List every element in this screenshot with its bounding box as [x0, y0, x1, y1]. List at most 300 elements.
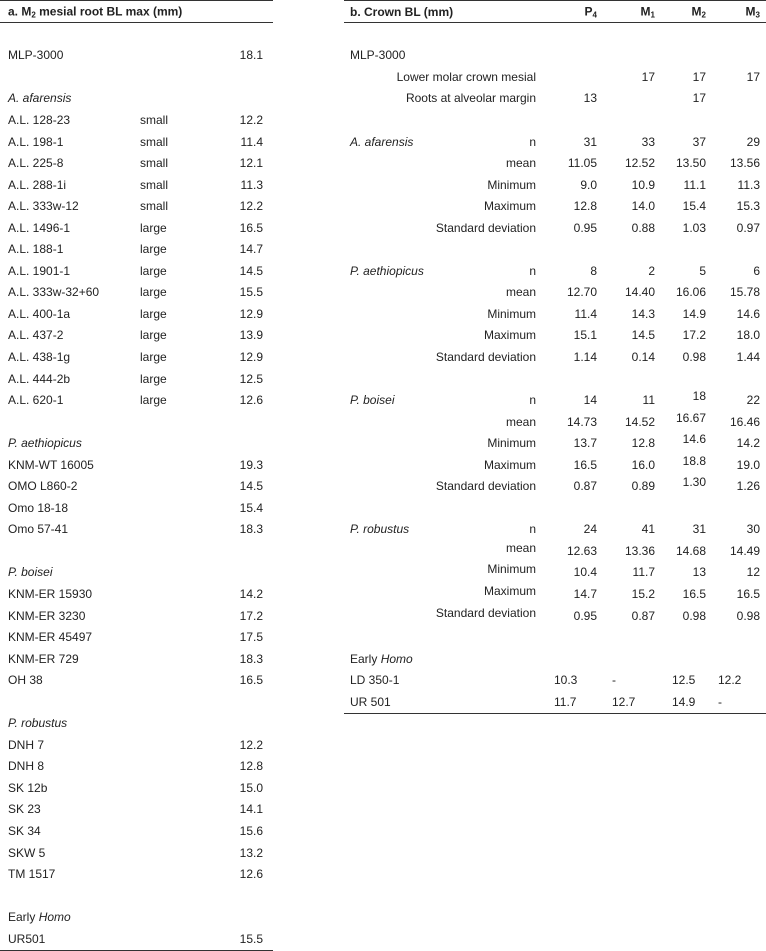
group-title — [8, 910, 71, 924]
value-cell: 15.3 — [736, 199, 760, 214]
size-class: small — [140, 156, 169, 171]
value-cell: 41 — [641, 522, 655, 537]
spacer — [0, 691, 273, 713]
table-row — [0, 799, 273, 821]
value-cell: 14 — [583, 393, 597, 408]
value-cell: 12.8 — [631, 436, 655, 451]
value-cell: 17 — [746, 69, 760, 84]
table-row — [0, 820, 273, 842]
value-cell: 16.5 — [682, 586, 706, 601]
table-row — [0, 626, 273, 648]
value-cell: 17.2 — [682, 328, 706, 343]
spacer — [344, 368, 766, 390]
stat-label: mean — [505, 285, 536, 300]
measurement-value: 18.3 — [239, 651, 263, 666]
measurement-value: 12.1 — [239, 156, 263, 171]
stat-row — [344, 411, 766, 433]
column-header — [746, 4, 760, 19]
stat-row — [344, 195, 766, 217]
stat-row — [344, 389, 766, 411]
value-cell: 13.56 — [729, 156, 760, 171]
table-row — [0, 497, 273, 519]
table-row — [0, 669, 273, 691]
stat-label: mean — [505, 414, 536, 429]
specimen-name: A.L. 437-2 — [8, 328, 64, 343]
value-cell: 11.05 — [567, 156, 597, 171]
column-header — [641, 4, 655, 19]
size-class: large — [140, 263, 167, 278]
value-cell: 19.0 — [736, 457, 760, 472]
value-cell: 9.0 — [580, 177, 597, 192]
measurement-value: 16.5 — [239, 673, 263, 688]
value-cell: 13.36 — [624, 543, 655, 558]
value-cell: - — [718, 694, 722, 709]
value-cell: 14.9 — [682, 306, 706, 321]
stat-label: Minimum — [487, 562, 536, 577]
group-title-plain: Early — [350, 651, 381, 666]
stat-label: Standard deviation — [435, 220, 536, 235]
measurement-value: 13.2 — [239, 845, 263, 860]
title-subscript: 2 — [31, 10, 36, 19]
value-cell: 11.4 — [574, 306, 597, 321]
tooth-number: 1 — [650, 10, 655, 19]
table-row — [344, 66, 766, 88]
spacer — [0, 411, 273, 433]
stat-label: Maximum — [483, 328, 536, 343]
measurement-value: 12.2 — [239, 737, 263, 752]
size-class: large — [140, 393, 167, 408]
value-cell: 15.2 — [631, 586, 655, 601]
value-cell: 14.7 — [573, 586, 597, 601]
group-title — [8, 436, 82, 450]
spacer — [344, 626, 766, 648]
table-row — [0, 131, 273, 153]
stat-label: n — [529, 522, 536, 537]
group-title-row — [0, 432, 273, 454]
stat-row — [344, 152, 766, 174]
value-cell: 13.50 — [675, 156, 706, 171]
value-cell: 17 — [692, 91, 706, 106]
size-class: large — [140, 220, 167, 235]
table-row — [0, 863, 273, 885]
measurement-value: 13.9 — [239, 328, 263, 343]
group-title — [8, 91, 71, 105]
specimen-name: A.L. 1901-1 — [8, 263, 71, 278]
stat-row — [344, 540, 766, 562]
specimen-name: A.L. 1496-1 — [8, 220, 71, 235]
group-title-row — [344, 648, 766, 670]
value-cell: 16.46 — [729, 414, 760, 429]
measurement-value: 12.6 — [239, 393, 263, 408]
value-cell: 31 — [583, 134, 597, 149]
stat-label: Maximum — [483, 457, 536, 472]
value-cell: 10.4 — [573, 565, 597, 580]
measurement-value: 15.0 — [239, 780, 263, 795]
value-cell: 0.87 — [631, 608, 655, 623]
measurement-value: 15.6 — [239, 824, 263, 838]
value-cell: 13.7 — [573, 436, 597, 451]
value-cell: 14.68 — [675, 543, 706, 558]
stat-row — [344, 260, 766, 282]
table-row — [0, 454, 273, 476]
table-b-body — [344, 23, 766, 713]
title-prefix: a. M — [8, 4, 32, 18]
group-title-row — [0, 713, 273, 735]
specimen-name: KNM-ER 45497 — [8, 630, 93, 645]
value-cell: 14.6 — [736, 306, 760, 321]
table-row — [0, 475, 273, 497]
table-row — [0, 389, 273, 411]
size-class: small — [140, 134, 169, 149]
measurement-value: 19.3 — [239, 457, 263, 472]
title-suffix: mesial root BL max (mm) — [35, 4, 183, 18]
stat-row — [344, 174, 766, 196]
value-cell: 1.14 — [573, 349, 597, 364]
tooth-letter: M — [640, 4, 651, 18]
mlp-title-row — [344, 45, 766, 67]
measurement-value: 11.3 — [240, 177, 263, 192]
spacer — [0, 885, 273, 907]
table-row — [0, 842, 273, 864]
stat-label: Standard deviation — [435, 605, 536, 620]
measurement-value: 11.4 — [240, 134, 263, 149]
bottom-rule — [0, 950, 273, 951]
stat-label: n — [529, 263, 536, 278]
measurement-value: 14.7 — [239, 242, 263, 257]
value-cell: 1.26 — [736, 479, 760, 494]
table-row — [0, 238, 273, 260]
stat-label: Standard deviation — [435, 349, 536, 364]
stat-label: Standard deviation — [435, 479, 536, 494]
specimen-name: A.L. 438-1g — [8, 349, 71, 364]
value-cell: 0.98 — [682, 608, 706, 623]
size-class: small — [140, 199, 169, 214]
value-cell: 14.2 — [736, 436, 760, 451]
specimen-name: A.L. 400-1a — [8, 306, 71, 321]
value-cell: 16.5 — [736, 586, 760, 601]
stat-row — [344, 475, 766, 497]
size-class: large — [140, 328, 167, 343]
stat-row — [344, 432, 766, 454]
measurement-value: 15.5 — [239, 931, 263, 946]
size-class: large — [140, 285, 167, 300]
measurement-value: 17.2 — [239, 608, 263, 623]
value-cell: 12 — [746, 565, 760, 580]
stat-label: Minimum — [487, 177, 536, 192]
tooth-letter: M — [745, 4, 756, 18]
stat-label: Minimum — [487, 306, 536, 321]
group-title-row — [0, 906, 273, 928]
specimen-name: LD 350-1 — [350, 673, 400, 688]
value-cell: 1.30 — [682, 475, 706, 490]
measurement-value: 12.6 — [239, 867, 263, 882]
stat-row — [344, 217, 766, 239]
value-cell: 16.0 — [631, 457, 655, 472]
specimen-name: KNM-ER 15930 — [8, 586, 93, 601]
measurement-value: 14.1 — [239, 802, 263, 817]
value-cell: 0.95 — [573, 608, 597, 623]
table-row — [0, 346, 273, 368]
table-row — [0, 734, 273, 756]
stat-row — [344, 605, 766, 627]
measurement-value: 14.5 — [239, 479, 263, 494]
table-row — [344, 669, 766, 691]
specimen-name: SK 23 — [8, 802, 41, 817]
value-cell: 11.3 — [737, 177, 760, 192]
row-label: Roots at alveolar margin — [405, 91, 536, 106]
specimen-name: Omo 57-41 — [8, 522, 69, 537]
stat-label: mean — [505, 156, 536, 171]
measurement-value: 16.5 — [239, 220, 263, 235]
specimen-name: A.L. 288-1i — [8, 177, 67, 192]
specimen-name: OH 38 — [8, 673, 43, 688]
table-row — [0, 519, 273, 541]
measurement-value: 12.2 — [239, 112, 263, 127]
specimen-name: A.L. 225-8 — [8, 156, 64, 171]
specimen-name: KNM-ER 3230 — [8, 608, 86, 623]
species-name: P. aethiopicus — [350, 263, 424, 278]
specimen-name: UR 501 — [350, 694, 391, 709]
specimen-name: DNH 7 — [8, 737, 45, 752]
tooth-number: 2 — [701, 10, 706, 19]
value-cell: 12.63 — [566, 543, 597, 558]
tooth-number: 4 — [592, 10, 597, 19]
table-row — [0, 325, 273, 347]
value-cell: 6 — [753, 263, 760, 278]
stat-row — [344, 346, 766, 368]
measurement-value: 14.5 — [239, 263, 263, 278]
specimen-name: SK 12b — [8, 780, 48, 795]
table-a-body — [0, 23, 273, 950]
table-row — [0, 777, 273, 799]
specimen-name: OMO L860-2 — [8, 479, 78, 494]
value-cell: 12.52 — [624, 156, 655, 171]
column-header — [585, 4, 597, 19]
value-cell: 11.7 — [632, 565, 655, 580]
stat-row — [344, 131, 766, 153]
table-row — [0, 152, 273, 174]
size-class: large — [140, 306, 167, 321]
stat-row — [344, 519, 766, 541]
value-cell: 0.98 — [682, 349, 706, 364]
stat-label: Maximum — [483, 199, 536, 214]
group-title-italic: P. aethiopicus — [8, 436, 82, 451]
size-class: small — [140, 177, 169, 192]
measurement-value: 18.3 — [239, 522, 263, 537]
specimen-name: UR501 — [8, 931, 46, 946]
measurement-value: 15.5 — [239, 285, 263, 300]
measurement-value: 14.2 — [239, 586, 263, 601]
specimen-name: A.L. 333w-32+60 — [8, 285, 100, 300]
specimen-name: A.L. 333w-12 — [8, 199, 79, 214]
value-cell: 13 — [583, 91, 597, 106]
specimen-name: TM 1517 — [8, 867, 56, 882]
table-b-header — [344, 1, 766, 22]
value-cell: 0.98 — [736, 608, 760, 623]
value-cell: 15.1 — [573, 328, 597, 343]
table-row — [0, 45, 273, 67]
size-class: large — [140, 242, 167, 257]
value-cell: 15.4 — [682, 199, 706, 214]
stat-row — [344, 562, 766, 584]
specimen-name: A.L. 198-1 — [8, 134, 64, 149]
value-cell: 37 — [692, 134, 706, 149]
value-cell: 11.1 — [683, 177, 706, 192]
value-cell: 0.89 — [631, 479, 655, 494]
value-cell: 31 — [692, 522, 706, 537]
spacer — [0, 23, 273, 45]
value-cell: 18 — [692, 389, 706, 404]
column-header — [692, 4, 706, 19]
specimen-name: A.L. 444-2b — [8, 371, 71, 386]
value-cell: 14.0 — [631, 199, 655, 214]
value-cell: 0.88 — [631, 220, 655, 235]
measurement-value: 15.4 — [239, 500, 263, 515]
specimen-name: A.L. 128-23 — [8, 112, 71, 127]
value-cell: 24 — [583, 522, 597, 537]
stat-row — [344, 583, 766, 605]
specimen-name: SK 34 — [8, 824, 41, 838]
value-cell: 11.7 — [554, 694, 577, 709]
value-cell: 18.0 — [736, 328, 760, 343]
table-row — [0, 368, 273, 390]
value-cell: 12.70 — [566, 285, 597, 300]
specimen-name: KNM-WT 16005 — [8, 457, 94, 472]
value-cell: 18.8 — [682, 453, 706, 468]
value-cell: 12.5 — [672, 673, 696, 688]
table-b-title: b. Crown BL (mm) — [350, 4, 454, 19]
table-row — [0, 928, 273, 950]
spacer — [0, 66, 273, 88]
value-cell: 0.14 — [631, 349, 655, 364]
table-row — [0, 217, 273, 239]
measurement-value: 12.9 — [239, 349, 263, 364]
table-b-crown-bl — [344, 0, 766, 714]
value-cell: 12.8 — [573, 199, 597, 214]
bottom-rule — [344, 713, 766, 714]
spacer — [344, 497, 766, 519]
size-class: large — [140, 371, 167, 386]
species-name: A. afarensis — [350, 134, 414, 149]
table-row — [0, 109, 273, 131]
stat-label: Maximum — [483, 583, 536, 598]
group-title — [8, 565, 52, 579]
value-cell: 15.78 — [729, 285, 760, 300]
specimen-name: SKW 5 — [8, 845, 46, 860]
measurement-value: 12.2 — [239, 199, 263, 214]
value-cell: 22 — [746, 393, 760, 408]
value-cell: 14.5 — [631, 328, 655, 343]
measurement-value: 18.1 — [239, 48, 263, 63]
value-cell: 16.06 — [675, 285, 706, 300]
value-cell: 29 — [746, 134, 760, 149]
measurement-value: 12.8 — [239, 759, 263, 774]
spacer — [344, 109, 766, 131]
group-title-italic: Homo — [380, 651, 413, 666]
value-cell: 16.5 — [573, 457, 597, 472]
value-cell: 2 — [648, 263, 655, 278]
table-row — [0, 303, 273, 325]
value-cell: 33 — [641, 134, 655, 149]
specimen-name: MLP-3000 — [8, 48, 64, 63]
species-name: P. robustus — [350, 522, 410, 537]
value-cell: 17 — [692, 69, 706, 84]
table-row — [0, 605, 273, 627]
specimen-name: A.L. 188-1 — [8, 242, 64, 257]
table-row — [344, 691, 766, 713]
measurement-value: 17.5 — [239, 630, 263, 645]
tooth-letter: M — [691, 4, 702, 18]
stat-label: n — [529, 134, 536, 149]
table-row — [344, 88, 766, 110]
table-a-m2-root — [0, 0, 273, 951]
table-row — [0, 756, 273, 778]
value-cell: 14.52 — [624, 414, 655, 429]
species-name: P. boisei — [350, 393, 395, 408]
table-a-title — [8, 4, 182, 19]
tooth-letter: P — [584, 4, 593, 18]
spacer — [344, 238, 766, 260]
value-cell: 14.73 — [566, 414, 597, 429]
value-cell: 11 — [642, 393, 655, 408]
value-cell: - — [612, 673, 616, 688]
specimen-name: A.L. 620-1 — [8, 393, 64, 408]
stat-row — [344, 282, 766, 304]
value-cell: 10.9 — [631, 177, 655, 192]
value-cell: 1.03 — [682, 220, 706, 235]
table-row — [0, 648, 273, 670]
table-row — [0, 195, 273, 217]
table-row — [0, 282, 273, 304]
table-row — [0, 583, 273, 605]
value-cell: 10.3 — [554, 673, 578, 688]
measurement-value: 12.9 — [239, 306, 263, 321]
group-title-italic: P. robustus — [8, 716, 68, 731]
value-cell: 30 — [746, 522, 760, 537]
value-cell: 12.2 — [718, 673, 742, 688]
specimen-name: KNM-ER 729 — [8, 651, 79, 666]
spacer — [344, 23, 766, 45]
value-cell: 8 — [590, 263, 597, 278]
size-class: large — [140, 349, 167, 364]
stat-row — [344, 325, 766, 347]
group-title-row — [0, 562, 273, 584]
value-cell: 14.40 — [624, 285, 655, 300]
stat-row — [344, 303, 766, 325]
size-class: small — [140, 112, 169, 127]
value-cell: 0.95 — [573, 220, 597, 235]
specimen-name: Omo 18-18 — [8, 500, 69, 515]
value-cell: 16.67 — [675, 410, 706, 425]
stat-label: Minimum — [487, 436, 536, 451]
table-a-header — [0, 1, 273, 22]
value-cell: 14.3 — [631, 306, 655, 321]
value-cell: 1.44 — [736, 349, 760, 364]
value-cell: 14.6 — [682, 432, 706, 447]
value-cell: 13 — [692, 565, 706, 580]
group-title — [8, 716, 67, 730]
value-cell: 17 — [641, 69, 655, 84]
measurement-value: 12.5 — [239, 371, 263, 386]
group-title — [350, 652, 413, 666]
tooth-number: 3 — [755, 10, 760, 19]
specimen-name: MLP-3000 — [350, 48, 406, 63]
table-row — [0, 174, 273, 196]
group-title-italic: A. afarensis — [8, 91, 72, 106]
stat-label: mean — [505, 540, 536, 555]
specimen-name: DNH 8 — [8, 759, 45, 774]
value-cell: 0.87 — [573, 479, 597, 494]
